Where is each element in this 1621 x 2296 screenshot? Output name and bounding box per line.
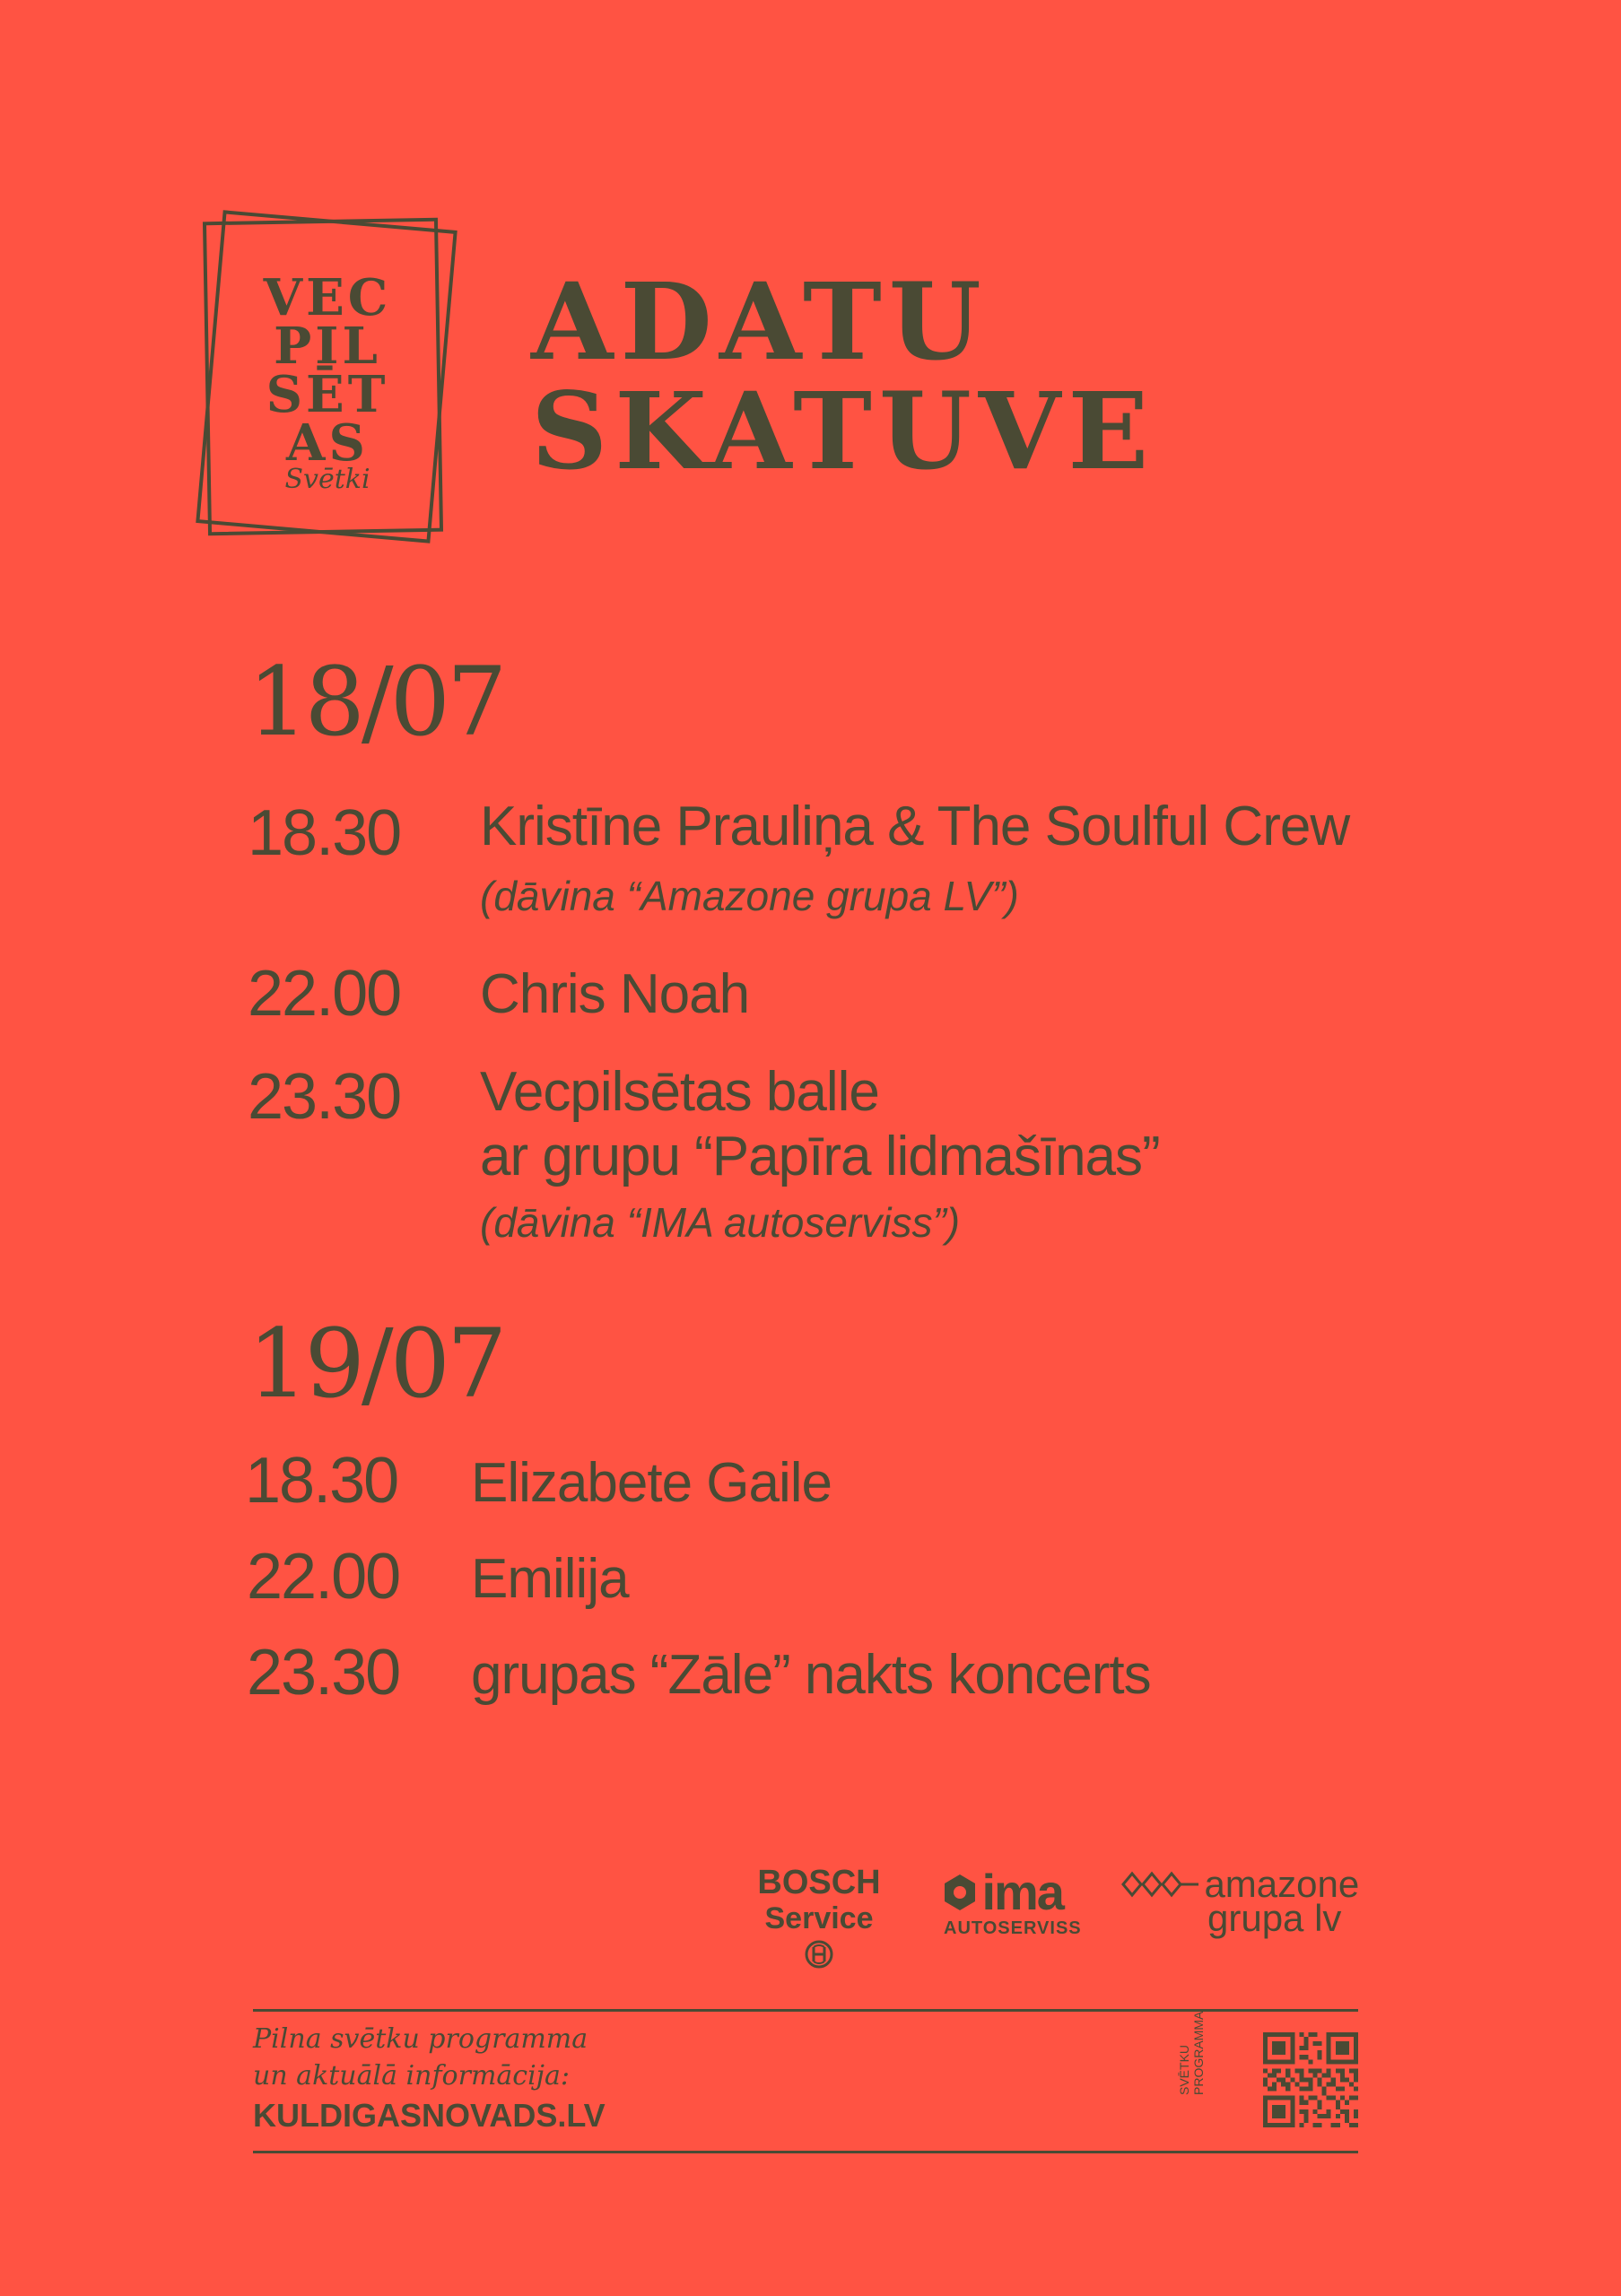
bosch-line2: Service bbox=[764, 1901, 874, 1935]
logo-line: VEC bbox=[263, 268, 392, 327]
qr-caption-line: SVĒTKU bbox=[1177, 2044, 1191, 2095]
event-time: 22.00 bbox=[248, 958, 401, 1030]
event-time: 23.30 bbox=[247, 1637, 400, 1709]
footer-info-line: Pilna svētku programma bbox=[253, 2023, 588, 2055]
qr-caption bbox=[1177, 1996, 1206, 2095]
day-date: 18/07 bbox=[248, 647, 504, 757]
event-time: 18.30 bbox=[248, 797, 401, 869]
event-sponsor-note: (dāvina “Amazone grupa LV”) bbox=[480, 873, 1019, 919]
amazone-grupa-logo bbox=[1120, 1863, 1360, 1939]
qr-code[interactable] bbox=[1263, 2032, 1358, 2127]
logo-line: PIL bbox=[274, 317, 381, 376]
event-act: Elizabete Gaile bbox=[471, 1452, 832, 1514]
qr-modules bbox=[1263, 2032, 1358, 2127]
ima-subtitle: AUTOSERVISS bbox=[944, 1918, 1082, 1938]
event-act: Emilija bbox=[471, 1548, 629, 1610]
logo-line: SĒT bbox=[266, 365, 389, 424]
website-link[interactable]: KULDIGASNOVADS.LV bbox=[253, 2097, 606, 2134]
event-act: grupas “Zāle” nakts koncerts bbox=[471, 1644, 1151, 1706]
bosch-armature-icon bbox=[804, 1939, 834, 1970]
logo-line: AS bbox=[286, 413, 369, 473]
event-time: 18.30 bbox=[245, 1445, 398, 1517]
amazone-wordmark: amazone bbox=[1204, 1863, 1360, 1905]
day-date: 19/07 bbox=[248, 1309, 504, 1419]
logo-subtitle: Svētki bbox=[284, 464, 370, 495]
event-act: Chris Noah bbox=[480, 963, 750, 1025]
qr-caption-line: PROGRAMMA bbox=[1191, 2011, 1206, 2095]
footer-divider-bottom bbox=[253, 2151, 1358, 2153]
logo-wordmark bbox=[202, 268, 453, 473]
footer-info-line: un aktuālā informācija: bbox=[253, 2060, 570, 2092]
ima-hexagon-icon bbox=[942, 1873, 978, 1912]
ima-wordmark: ima bbox=[981, 1864, 1063, 1920]
stage-title-line1: ADATU bbox=[531, 259, 989, 384]
event-act: Vecpilsētas balle bbox=[480, 1061, 879, 1123]
event-time: 23.30 bbox=[248, 1061, 401, 1133]
amazone-subtitle: grupa lv bbox=[1207, 1897, 1342, 1939]
bosch-line1: BOSCH bbox=[757, 1864, 881, 1901]
event-time: 22.00 bbox=[247, 1541, 400, 1613]
stage-title-line2: SKATUVE bbox=[531, 369, 1156, 493]
event-act: Kristīne Prauliņa & The Soulful Crew bbox=[480, 796, 1350, 857]
event-act: ar grupu “Papīra lidmašīnas” bbox=[480, 1126, 1160, 1187]
ima-autoserviss-logo bbox=[942, 1864, 1082, 1938]
event-sponsor-note: (dāvina “IMA autoserviss”) bbox=[480, 1199, 961, 1246]
bosch-service-logo bbox=[756, 1866, 882, 1970]
amazone-wave-icon bbox=[1120, 1867, 1200, 1901]
festival-logo bbox=[175, 193, 484, 570]
